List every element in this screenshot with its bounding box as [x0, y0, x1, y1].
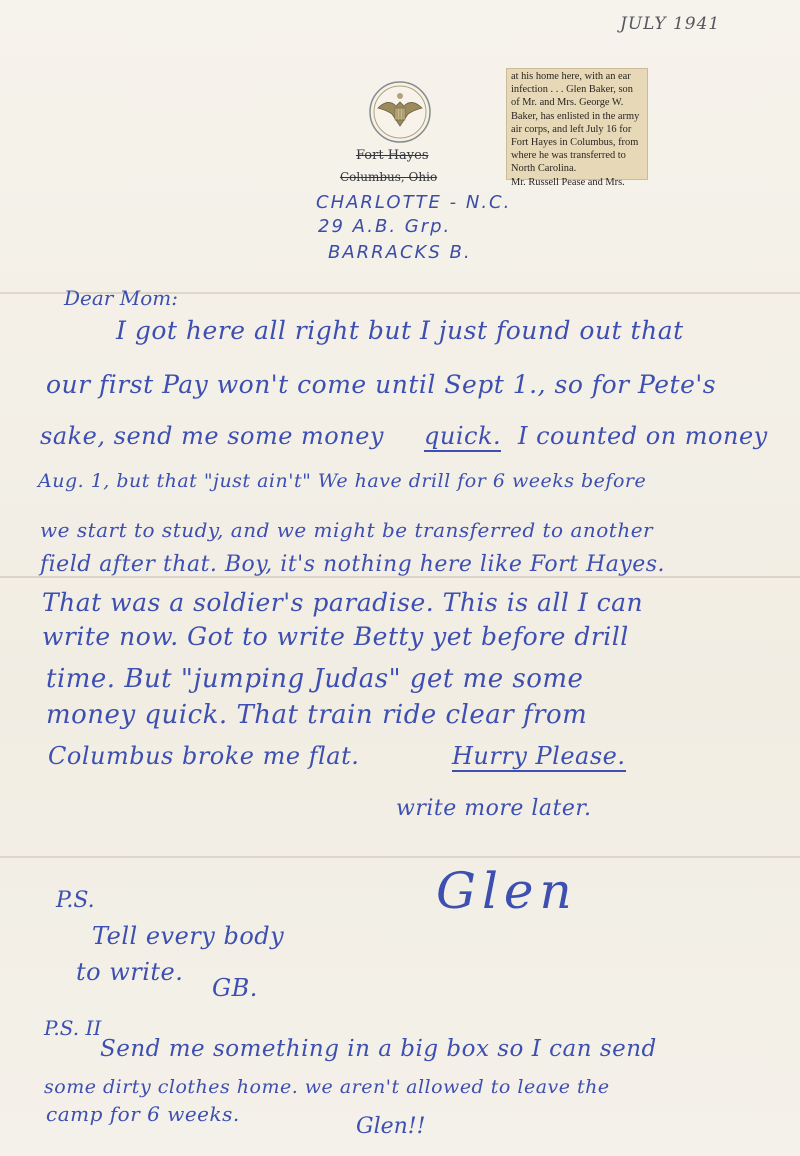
salutation: Dear Mom:	[64, 286, 178, 310]
letter-line: I got here all right but I just found out that	[116, 316, 684, 345]
clipping-line: Fort Hayes in Columbus, from	[511, 137, 639, 149]
letter-line: write now. Got to write Betty yet before drill	[42, 622, 629, 651]
closing: write more later.	[396, 796, 592, 821]
clipping-line: Baker, has enlisted in the army	[511, 110, 640, 122]
eagle-seal-icon	[368, 80, 432, 144]
address-line: BARRACKS B.	[328, 242, 472, 263]
clipping-line: of Mr. and Mrs. George W.	[511, 97, 624, 109]
letter-line: we start to study, and we might be transferred to another	[40, 518, 654, 542]
clipping-line: infection . . . Glen Baker, son	[511, 84, 633, 96]
clipping-line: where he was transferred to	[511, 150, 626, 162]
ps2-line: Send me something in a big box so I can send	[100, 1036, 657, 1062]
address-line: 29 A.B. Grp.	[318, 216, 452, 237]
ps2-label: P.S. II	[44, 1016, 102, 1040]
ps1-label: P.S.	[56, 888, 95, 913]
letter-line: time. But "jumping Judas" get me some	[46, 664, 584, 694]
address-line: CHARLOTTE - N.C.	[316, 192, 512, 213]
ps1-initials: GB.	[212, 974, 258, 1002]
letter-line: our first Pay won't come until Sept 1., so for Pete's	[46, 370, 717, 399]
ps1-line: Tell every body	[92, 922, 285, 950]
newspaper-clipping	[506, 68, 648, 188]
letter-line: money quick. That train ride clear from	[46, 700, 588, 730]
clipping-line: at his home here, with an ear	[511, 71, 631, 82]
letter-line: That was a soldier's paradise. This is all I can	[42, 588, 644, 617]
date-note: JULY 1941	[620, 14, 721, 34]
ps1-line: to write.	[76, 958, 184, 986]
underlined-word: quick.	[424, 422, 502, 450]
letter-line: I counted on money	[518, 422, 768, 450]
clipping-line: North Carolina.	[511, 163, 577, 175]
letter-line: field after that. Boy, it's nothing here like Fort Hayes.	[40, 552, 666, 577]
printed-letterhead-city: Columbus, Ohio	[340, 170, 438, 184]
letter-line: sake, send me some money	[40, 422, 384, 450]
ps2-line: some dirty clothes home. we aren't allowed to leave the	[44, 1076, 610, 1098]
clipping-line: Mr. Russell Pease and Mrs.	[511, 176, 625, 188]
ps2-signature: Glen!!	[356, 1114, 426, 1139]
clipping-line: air corps, and left July 16 for	[511, 123, 632, 135]
underlined-phrase: Hurry Please.	[452, 742, 626, 770]
signature: Glen	[436, 862, 578, 920]
letter-line: Columbus broke me flat.	[48, 742, 360, 770]
letter-line: Aug. 1, but that "just ain't" We have drill for 6 weeks before	[38, 470, 647, 492]
paper-fold-line	[0, 856, 800, 858]
ps2-line: camp for 6 weeks.	[46, 1102, 240, 1126]
printed-letterhead-location: Fort Hayes	[356, 148, 429, 163]
